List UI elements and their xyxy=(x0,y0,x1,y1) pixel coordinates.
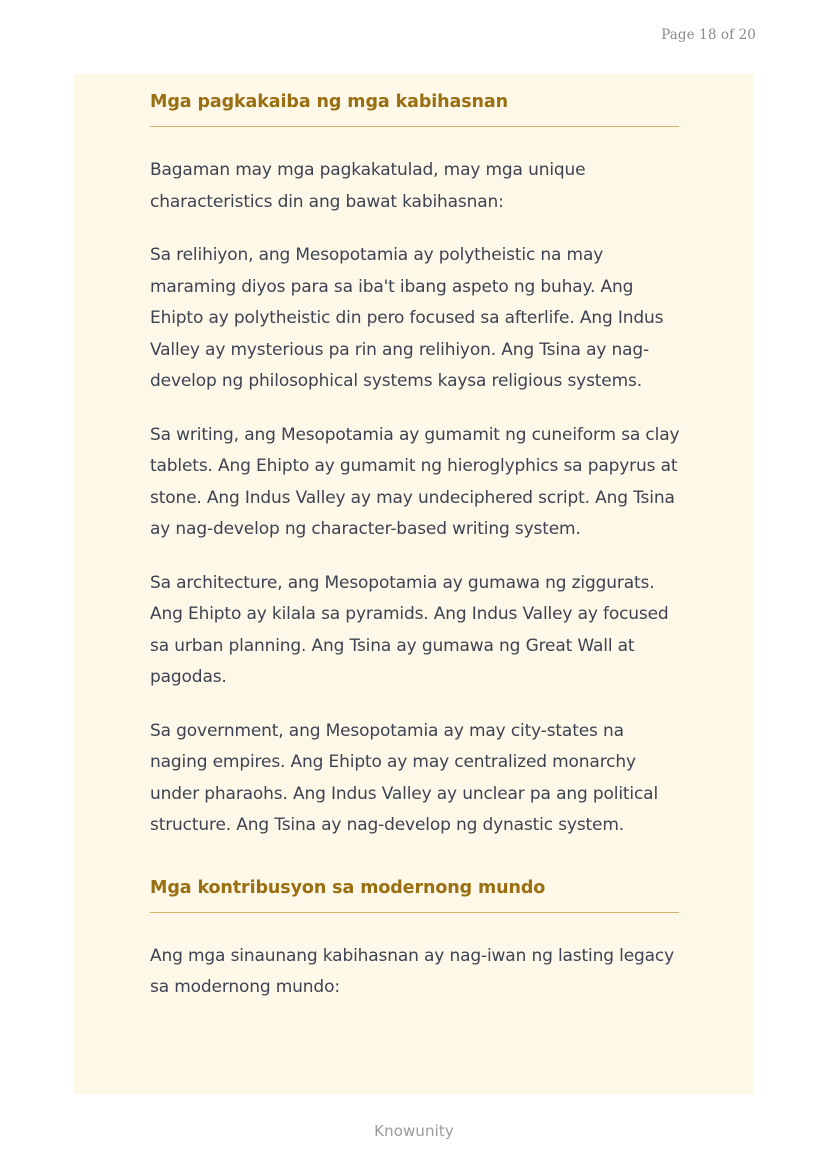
page-indicator: Page 18 of 20 xyxy=(661,27,756,43)
card-content xyxy=(74,74,754,1028)
paragraph: Sa government, ang Mesopotamia ay may city-states na naging empires. Ang Ehipto ay may centralized monarchy under pharaohs. Ang Indus Valley ay unclear pa ang political structure. Ang Tsina ay nag-develop ng dynastic system. xyxy=(150,720,659,835)
section-divider xyxy=(150,912,679,913)
paragraph: Sa architecture, ang Mesopotamia ay gumawa ng ziggurats. Ang Ehipto ay kilala sa pyramids. Ang Indus Valley ay focused sa urban planning. Ang Tsina ay gumawa ng Great Wall at pagodas. xyxy=(150,572,669,687)
footer-brand: Knowunity xyxy=(374,1122,454,1140)
section-divider xyxy=(150,126,679,127)
content-card xyxy=(74,74,754,1094)
paragraph: Bagaman may mga pagkakatulad, may mga unique characteristics din ang bawat kabihasnan: xyxy=(150,160,586,212)
spacer xyxy=(150,864,749,878)
section-title-differences: Mga pagkakaiba ng mga kabihasnan xyxy=(150,92,508,112)
paragraph: Sa relihiyon, ang Mesopotamia ay polytheistic na may maraming diyos para sa iba't ibang aspeto ng buhay. Ang Ehipto ay polytheistic din pero focused sa afterlife. Ang Indus Valley ay mysterious pa rin ang relihiyon. Ang Tsina ay nag-develop ng philosophical systems kaysa religious systems. xyxy=(150,245,664,391)
paragraph: Ang mga sinaunang kabihasnan ay nag-iwan ng lasting legacy sa modernong mundo: xyxy=(150,945,675,997)
section-title-contributions: Mga kontribusyon sa modernong mundo xyxy=(150,877,546,898)
paragraph: Sa writing, ang Mesopotamia ay gumamit ng cuneiform sa clay tablets. Ang Ehipto ay gumamit ng hieroglyphics sa papyrus at stone. Ang Indus Valley ay may undeciphered script. Ang Tsina ay nag-develop ng character-based writing system. xyxy=(150,424,680,539)
